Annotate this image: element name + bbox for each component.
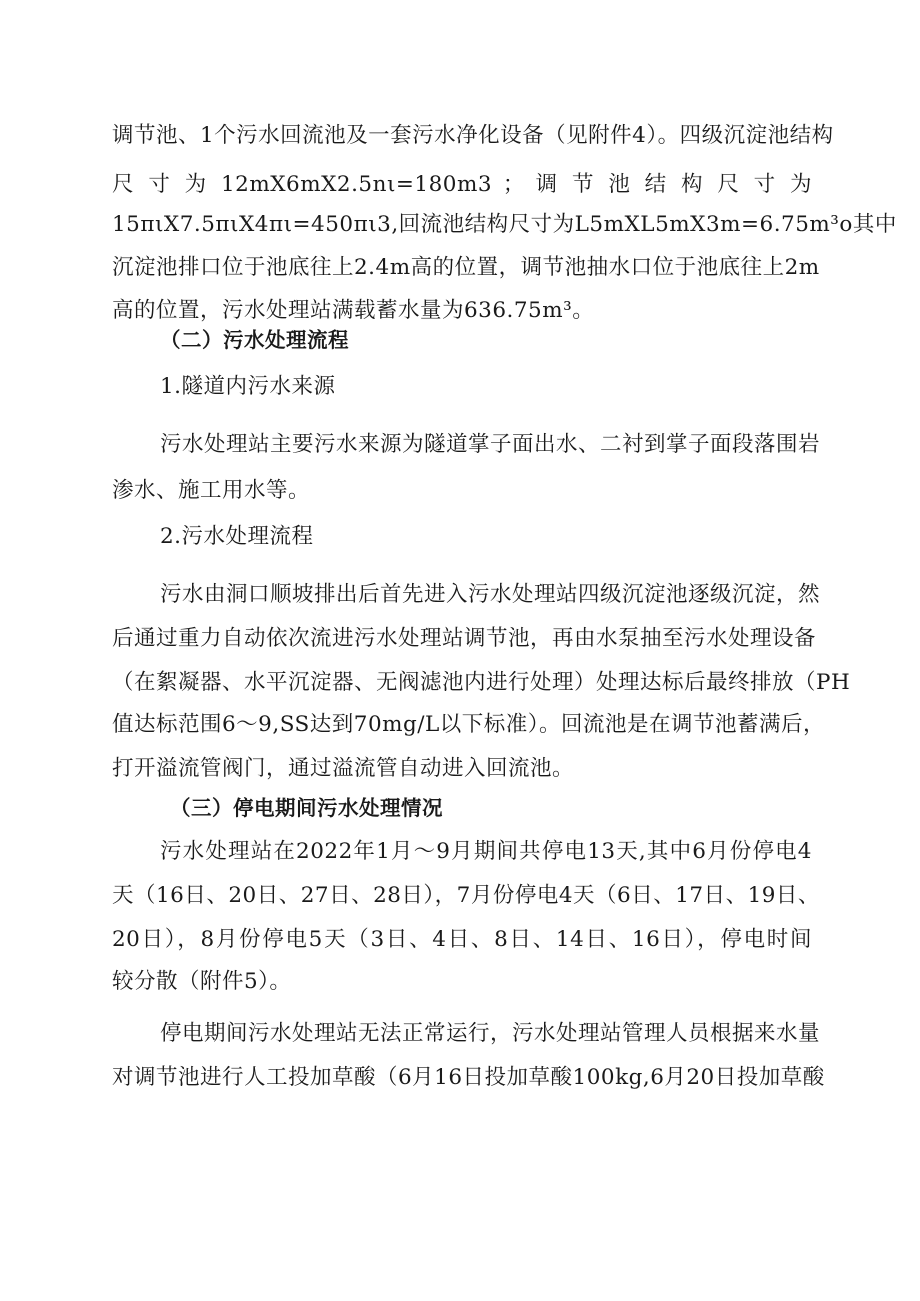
body-text-line: 污水处理站主要污水来源为隧道掌子面出水、二衬到掌子面段落围岩 (160, 432, 821, 457)
body-text-line: 沉淀池排口位于池底往上2.4m高的位置，调节池抽水口位于池底往上2m (112, 255, 820, 280)
body-text-line: 渗水、施工用水等。 (112, 478, 311, 503)
body-text-line: 天（16日、20日、27日、28日），7月份停电4天（6日、17日、19日、 (112, 883, 820, 908)
body-text-line: 污水由洞口顺坡排出后首先进入污水处理站四级沉淀池逐级沉淀，然 (160, 582, 821, 607)
body-text-line: 后通过重力自动依次流进污水处理站调节池，再由水泵抽至污水处理设备 (112, 626, 817, 651)
body-text-line: 打开溢流管阀门，通过溢流管自动进入回流池。 (112, 756, 575, 781)
body-text-line: 值达标范围6〜9,SS达到70mg/L以下标准）。回流池是在调节池蓄满后， (112, 712, 826, 737)
body-text-line: （在絮凝器、水平沉淀器、无阀滤池内进行处理）处理达标后最终排放（PH (112, 670, 851, 695)
body-text-line: 15πιX7.5πιX4πι=450πι3,回流池结构尺寸为L5mXL5mX3m=6.75m³o其中 (112, 212, 897, 237)
body-text-line: 调节池、1个污水回流池及一套污水净化设备（见附件4）。四级沉淀池结构 (112, 123, 834, 148)
body-text-line: 停电期间污水处理站无法正常运行，污水处理站管理人员根据来水量 (160, 1021, 821, 1046)
body-text-line: 对调节池进行人工投加草酸（6月16日投加草酸100kg,6月20日投加草酸 (112, 1065, 825, 1090)
section-heading: （二）污水处理流程 (160, 328, 349, 352)
body-text-line: 污水处理站在2022年1月〜9月期间共停电13天,其中6月份停电4 (160, 839, 812, 864)
body-text-line: 20日），8月份停电5天（3日、4日、8日、14日、16日），停电时间 (112, 927, 812, 952)
subsection-heading: 2.污水处理流程 (160, 524, 314, 549)
body-text-line: 较分散（附件5）。 (112, 969, 292, 994)
section-heading: （三）停电期间污水处理情况 (170, 796, 443, 820)
body-text-line: 高的位置，污水处理站满载蓄水量为636.75m³。 (112, 298, 595, 323)
body-text-line: 尺 寸 为 12mX6mX2.5nι=180m3 ； 调 节 池 结 构 尺 寸 为 (112, 172, 812, 197)
subsection-heading: 1.隧道内污水来源 (160, 374, 336, 399)
